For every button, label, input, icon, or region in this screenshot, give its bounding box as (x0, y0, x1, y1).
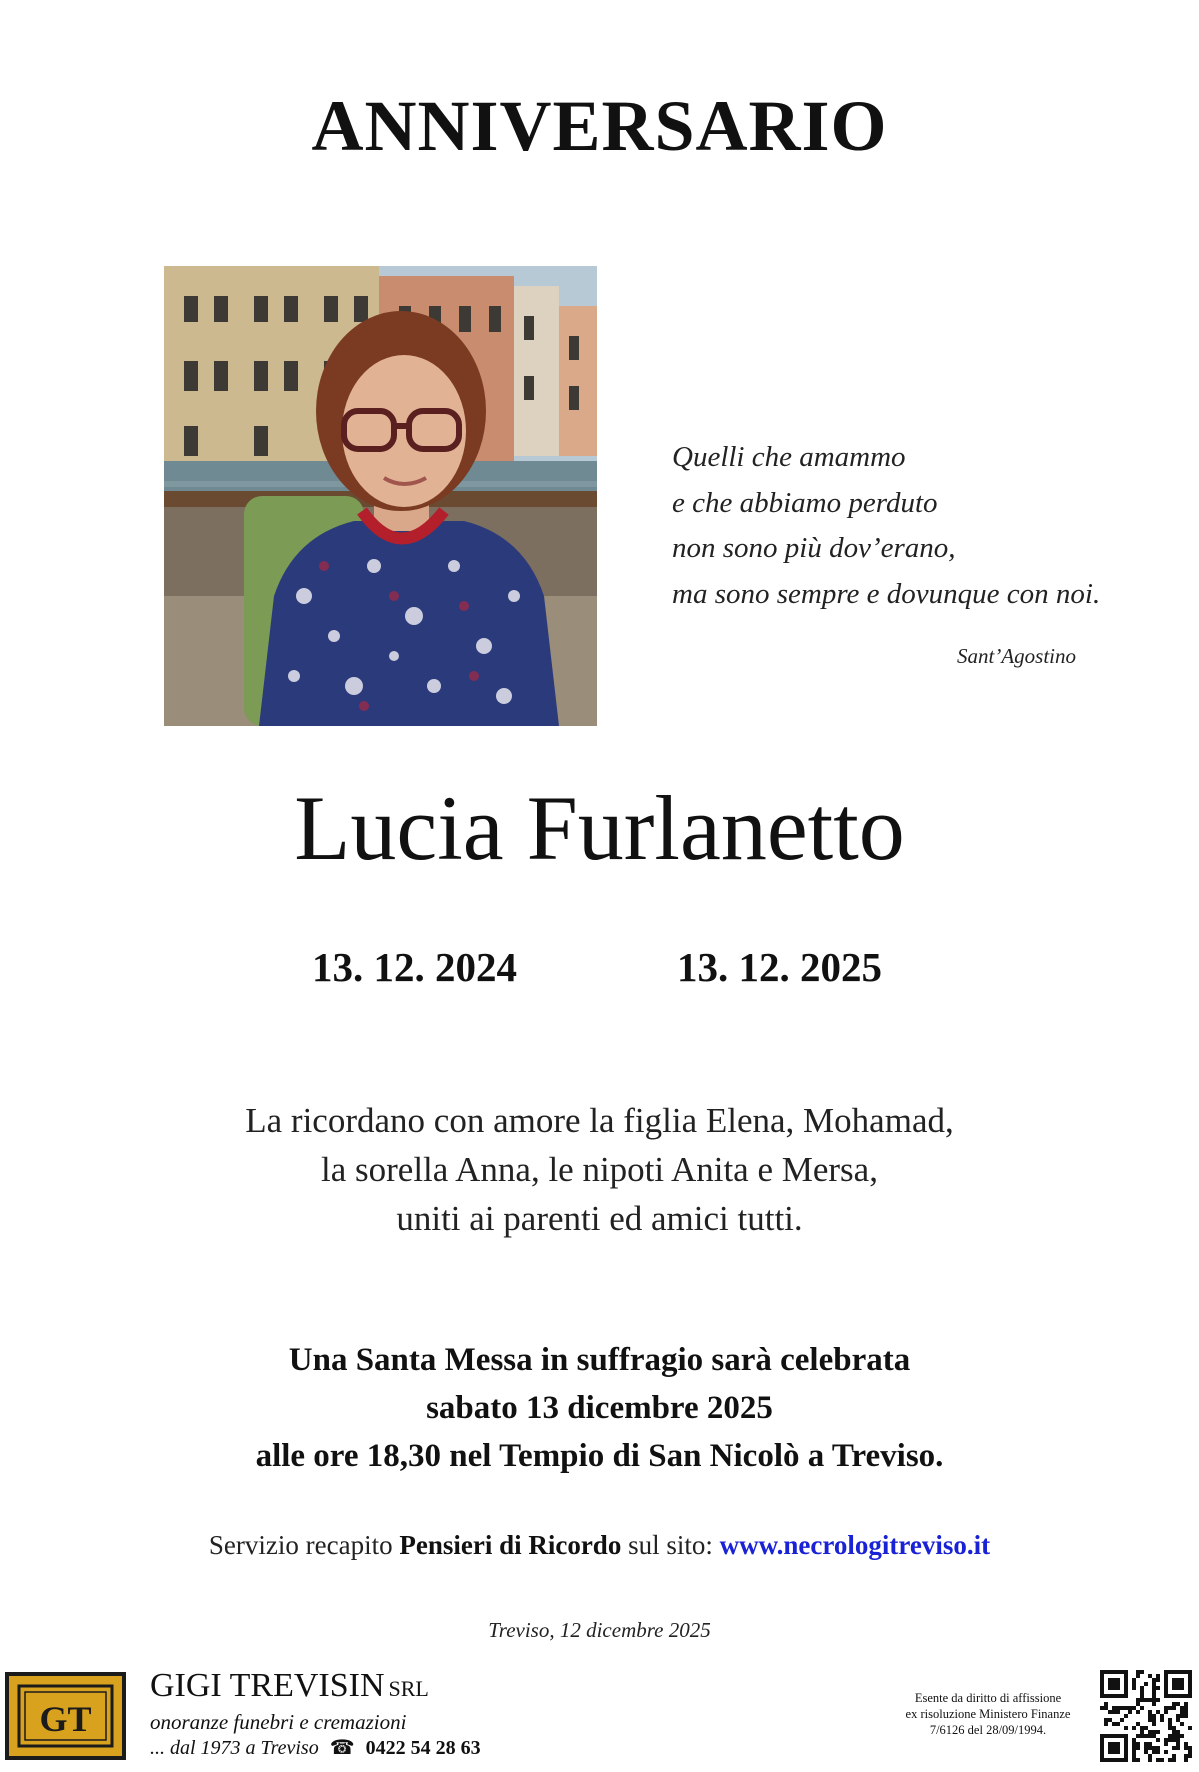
family-message (0, 1096, 1199, 1243)
company-suffix: SRL (388, 1676, 429, 1701)
company-info (150, 1669, 481, 1761)
family-line: uniti ai parenti ed amici tutti. (396, 1199, 803, 1238)
qr-code-graphic (1100, 1670, 1192, 1762)
quote-author: Sant’Agostino (957, 644, 1076, 668)
mass-line: sabato 13 dicembre 2025 (426, 1390, 773, 1426)
mass-line: alle ore 18,30 nel Tempio di San Nicolò a Treviso. (255, 1438, 944, 1474)
tax-note-line: ex risoluzione Ministero Finanze (905, 1707, 1071, 1721)
quote-line: Quelli che amammo (672, 441, 906, 473)
tax-note-line: 7/6126 del 28/09/1994. (929, 1723, 1047, 1737)
service-prefix: Servizio recapito (208, 1530, 393, 1560)
company-since (150, 1735, 481, 1761)
quote-line: non sono più dov’erano, (672, 532, 956, 564)
page-title: ANNIVERSARIO (311, 86, 888, 166)
company-since-text: ... dal 1973 a Treviso (150, 1737, 319, 1759)
family-line: La ricordano con amore la figlia Elena, Mohamad, (245, 1101, 954, 1140)
company-logo-text: GT (39, 1699, 92, 1739)
tax-exemption-note (880, 1690, 1096, 1738)
date-end: 13. 12. 2025 (677, 944, 882, 990)
family-line: la sorella Anna, le nipoti Anita e Mersa, (321, 1150, 878, 1189)
portrait-photo (164, 266, 597, 726)
company-tagline: onoranze funebri e cremazioni (150, 1710, 407, 1734)
website-link[interactable]: www.necrologitreviso.it (719, 1530, 991, 1560)
place-date: Treviso, 12 dicembre 2025 (488, 1618, 711, 1642)
mass-line: Una Santa Messa in suffragio sarà celebrata (288, 1342, 911, 1378)
mass-announcement (0, 1336, 1199, 1480)
tax-note-line: Esente da diritto di affissione (914, 1691, 1062, 1705)
company-name (150, 1669, 481, 1703)
service-brand: Pensieri di Ricordo (399, 1530, 622, 1560)
company-name-text: GIGI TREVISIN (150, 1667, 385, 1704)
portrait-photo-illustration (164, 266, 597, 726)
service-middle: sul sito: (628, 1530, 713, 1560)
company-phone[interactable]: 0422 54 28 63 (365, 1737, 481, 1759)
company-logo (5, 1672, 126, 1760)
service-note (0, 1530, 1199, 1561)
phone-icon: ☎ (329, 1737, 355, 1759)
quote-line: ma sono sempre e dovunque con noi. (672, 577, 1101, 610)
quote-text (672, 435, 1142, 617)
qr-code[interactable] (1100, 1670, 1192, 1762)
deceased-name: Lucia Furlanetto (294, 777, 905, 879)
quote-line: e che abbiamo perduto (672, 486, 938, 519)
date-start: 13. 12. 2024 (312, 944, 517, 990)
